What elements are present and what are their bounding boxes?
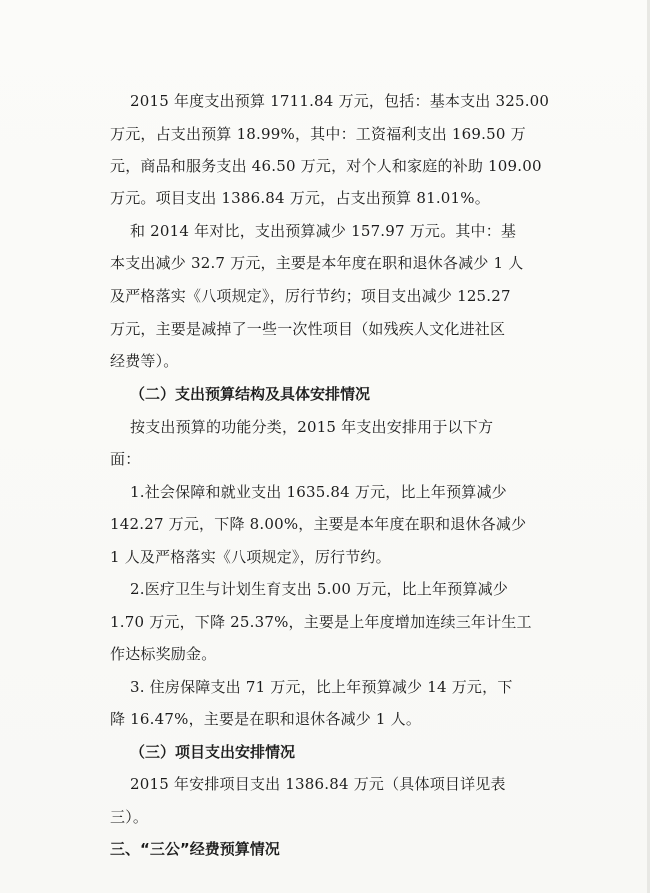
paragraph-line: 3. 住房保障支出 71 万元，比上年预算减少 14 万元，下 xyxy=(130,678,513,696)
paragraph-line: 万元，主要是减掉了一些一次性项目（如残疾人文化进社区 xyxy=(110,320,506,338)
paragraph-line: 和 2014 年对比，支出预算减少 157.97 万元。其中：基 xyxy=(130,222,517,240)
paragraph-line: 经费等）。 xyxy=(110,352,179,370)
paragraph-line: 万元。项目支出 1386.84 万元，占支出预算 81.01%。 xyxy=(110,189,490,207)
paragraph-line: 1 人及严格落实《八项规定》，厉行节约。 xyxy=(110,548,391,566)
paragraph-line: 面： xyxy=(110,450,141,468)
paragraph-line: 本支出减少 32.7 万元，主要是本年度在职和退休各减少 1 人 xyxy=(110,254,524,272)
paragraph-line: 2015 年安排项目支出 1386.84 万元（具体项目详见表 xyxy=(130,775,506,793)
paragraph-line: 1.70 万元，下降 25.37%，主要是上年度增加连续三年计生工 xyxy=(110,613,532,631)
section-heading: （三）项目支出安排情况 xyxy=(130,743,296,761)
section-heading: 三、“三公”经费预算情况 xyxy=(110,840,280,858)
paragraph-line: 按支出预算的功能分类，2015 年支出安排用于以下方 xyxy=(130,418,494,436)
paragraph-line: 三）。 xyxy=(110,808,149,826)
paragraph-line: 2015 年度支出预算 1711.84 万元，包括：基本支出 325.00 xyxy=(130,92,550,110)
paragraph-line: 降 16.47%，主要是在职和退休各减少 1 人。 xyxy=(110,710,422,728)
paragraph-line: 元，商品和服务支出 46.50 万元，对个人和家庭的补助 109.00 xyxy=(110,157,542,175)
paragraph-line: 作达标奖励金。 xyxy=(110,645,217,663)
paragraph-line: 万元，占支出预算 18.99%，其中：工资福利支出 169.50 万 xyxy=(110,125,526,143)
paragraph-line: 2.医疗卫生与计划生育支出 5.00 万元，比上年预算减少 xyxy=(130,580,509,598)
section-heading: （二）支出预算结构及具体安排情况 xyxy=(130,385,371,403)
paragraph-line: 142.27 万元，下降 8.00%，主要是本年度在职和退休各减少 xyxy=(110,515,527,533)
paragraph-line: 及严格落实《八项规定》，厉行节约；项目支出减少 125.27 xyxy=(110,287,511,305)
paragraph-line: 1.社会保障和就业支出 1635.84 万元，比上年预算减少 xyxy=(130,483,507,501)
